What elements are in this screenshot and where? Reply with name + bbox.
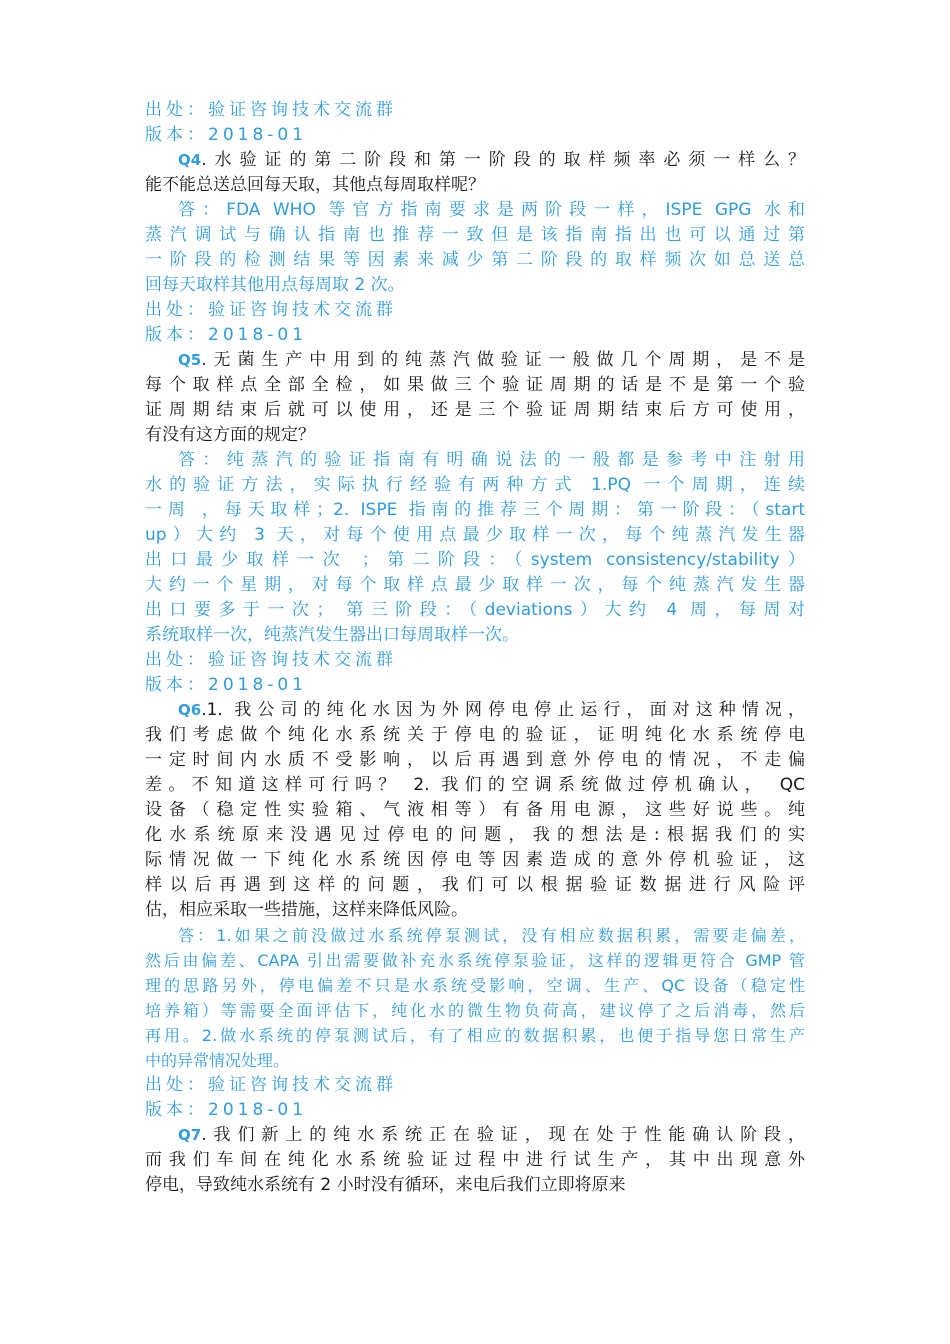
source-version-block: [145, 648, 805, 698]
question-number: Q5: [178, 351, 202, 369]
line-text: 理的思路另外，停电偏差不只是水系统受影响，空调、生产、QC 设备（稳定性: [145, 976, 805, 995]
source-line: [145, 648, 805, 673]
text-line: [145, 773, 805, 798]
answer-block: [145, 198, 805, 298]
line-text: 出处：验证咨询技术交流群: [145, 650, 397, 670]
line-text: 版本：2018-01: [145, 1100, 308, 1120]
text-line: [145, 923, 805, 948]
line-text: 培养箱）等需要全面评估下，纯化水的微生物负荷高，建议停了之后消毒，然后: [145, 1001, 805, 1020]
line-text: 每个取样点全部全检，如果做三个验证周期的话是不是第一个验: [145, 375, 805, 395]
text-line: [145, 223, 805, 248]
source-line: [145, 1073, 805, 1098]
version-line: [145, 323, 805, 348]
text-line: [145, 948, 805, 973]
text-line: [145, 1173, 805, 1198]
source-version-block: [145, 298, 805, 348]
text-line: [145, 1023, 805, 1048]
line-text: 而我们车间在纯化水系统验证过程中进行试生产，其中出现意外: [145, 1150, 805, 1170]
version-line: [145, 1098, 805, 1123]
line-text: 出口最少取样一次 ；第二阶段：（system consistency/stability）: [145, 550, 805, 570]
text-line: [145, 623, 805, 648]
line-text: .我们新上的纯水系统正在验证，现在处于性能确认阶段，: [201, 1125, 805, 1145]
text-line: [145, 198, 805, 223]
text-line: [145, 848, 805, 873]
line-text: 估，相应采取一些措施，这样来降低风险。: [145, 900, 468, 920]
question-block: [145, 698, 805, 923]
line-text: 样以后再遇到这样的问题，我们可以根据验证数据进行风险评: [145, 875, 805, 895]
line-text: 能不能总送总回每天取，其他点每周取样呢？: [145, 175, 485, 195]
line-text: 有没有这方面的规定？: [145, 425, 315, 445]
text-line: [145, 598, 805, 623]
question-number: Q4: [178, 151, 202, 169]
text-line: [145, 748, 805, 773]
line-text: 一定时间内水质不受影响，以后再遇到意外停电的情况，不走偏: [145, 750, 805, 770]
text-line: [145, 873, 805, 898]
line-text: 然后由偏差、CAPA 引出需要做补充水系统停泵验证，这样的逻辑更符合 GMP 管: [145, 951, 805, 970]
line-text: 证周期结束后就可以使用，还是三个验证周期结束后方可使用，: [145, 400, 805, 420]
text-line: [145, 548, 805, 573]
text-line: [145, 1123, 805, 1148]
line-text: 再用。2.做水系统的停泵测试后，有了相应的数据积累，也便于指导您日常生产: [145, 1026, 805, 1045]
question-number: Q7: [178, 1126, 202, 1144]
line-text: 出处：验证咨询技术交流群: [145, 300, 397, 320]
line-text: 际情况做一下纯化水系统因停电等因素造成的意外停机验证，这: [145, 850, 805, 870]
text-line: [145, 173, 805, 198]
text-line: [145, 248, 805, 273]
line-text: 系统取样一次，纯蒸汽发生器出口每周取样一次。: [145, 625, 519, 645]
text-line: [145, 898, 805, 923]
text-line: [145, 823, 805, 848]
text-line: [145, 473, 805, 498]
line-text: .无菌生产中用到的纯蒸汽做验证一般做几个周期，是不是: [201, 350, 805, 370]
line-text: 一阶段的检测结果等因素来减少第二阶段的取样频次如总送总: [145, 250, 805, 270]
text-line: [145, 1048, 805, 1073]
line-text: 出口要多于一次； 第三阶段：（deviations）大约 4 周，每周对: [145, 600, 805, 620]
line-text: 蒸汽调试与确认指南也推荐一致但是该指南指出也可以通过第: [145, 225, 805, 245]
line-text: 答：FDA WHO 等官方指南要求是两阶段一样，ISPE GPG 水和: [178, 200, 805, 220]
line-text: 化水系统原来没遇见过停电的问题，我的想法是:根据我们的实: [145, 825, 805, 845]
source-version-block: [145, 98, 805, 148]
text-line: [145, 698, 805, 723]
text-line: [145, 398, 805, 423]
answer-block: [145, 448, 805, 648]
line-text: 出处：验证咨询技术交流群: [145, 100, 397, 120]
text-line: [145, 273, 805, 298]
line-text: 差。不知道这样可行吗？ 2. 我们的空调系统做过停机确认， QC: [145, 775, 805, 795]
line-text: up）大约 3 天，对每个使用点最少取样一次，每个纯蒸汽发生器: [145, 525, 805, 545]
line-text: 停电，导致纯水系统有 2 小时没有循环，来电后我们立即将原来: [145, 1175, 626, 1195]
answer-block: [145, 923, 805, 1073]
line-text: 版本：2018-01: [145, 325, 308, 345]
text-line: [145, 423, 805, 448]
version-line: [145, 673, 805, 698]
text-line: [145, 448, 805, 473]
text-line: [145, 148, 805, 173]
line-text: 水的验证方法，实际执行经验有两种方式 1.PQ 一个周期，连续: [145, 475, 805, 495]
question-block: [145, 1123, 805, 1198]
text-line: [145, 1148, 805, 1173]
line-text: 答：1.如果之前没做过水系统停泵测试，没有相应数据积累，需要走偏差，: [178, 926, 805, 945]
source-line: [145, 98, 805, 123]
version-line: [145, 123, 805, 148]
line-text: 我们考虑做个纯化水系统关于停电的验证，证明纯化水系统停电: [145, 725, 805, 745]
source-version-block: [145, 1073, 805, 1123]
text-line: [145, 348, 805, 373]
line-text: 答：纯蒸汽的验证指南有明确说法的一般都是参考中注射用: [178, 450, 805, 470]
text-line: [145, 498, 805, 523]
line-text: 版本：2018-01: [145, 675, 308, 695]
text-line: [145, 723, 805, 748]
line-text: 回每天取样其他用点每周取 2 次。: [145, 275, 405, 295]
line-text: .水验证的第二阶段和第一阶段的取样频率必须一样么？: [201, 150, 805, 170]
text-line: [145, 798, 805, 823]
text-line: [145, 973, 805, 998]
question-block: [145, 348, 805, 448]
line-text: 大约一个星期，对每个取样点最少取样一次，每个纯蒸汽发生器: [145, 575, 805, 595]
text-line: [145, 373, 805, 398]
question-block: [145, 148, 805, 198]
text-line: [145, 573, 805, 598]
text-line: [145, 523, 805, 548]
question-number: Q6: [178, 701, 202, 719]
line-text: 中的异常情况处理。: [145, 1051, 290, 1070]
line-text: 设备（稳定性实验箱、气液相等）有备用电源，这些好说些。纯: [145, 800, 805, 820]
line-text: 一周 ，每天取样；2. ISPE 指南的推荐三个周期：第一阶段：（start: [145, 500, 805, 520]
source-line: [145, 298, 805, 323]
text-line: [145, 998, 805, 1023]
line-text: .1. 我公司的纯化水因为外网停电停止运行，面对这种情况，: [201, 700, 805, 720]
line-text: 出处：验证咨询技术交流群: [145, 1075, 397, 1095]
line-text: 版本：2018-01: [145, 125, 308, 145]
